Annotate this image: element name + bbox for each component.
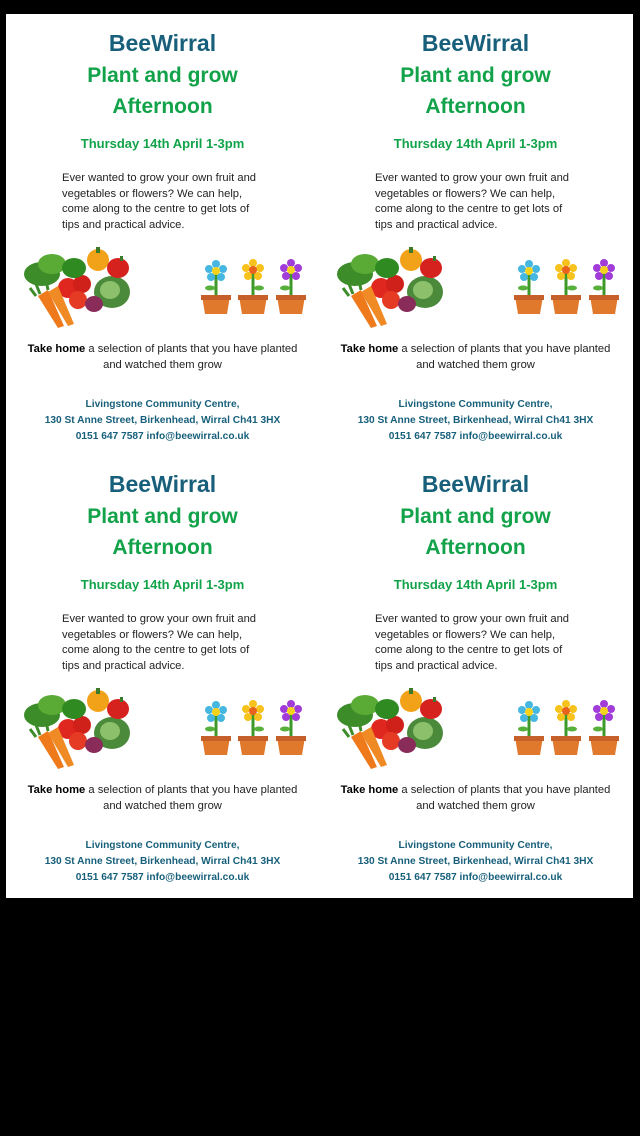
event-date: Thursday 14th April 1-3pm bbox=[393, 136, 558, 151]
contact-venue: Livingstone Community Centre, bbox=[85, 399, 240, 410]
takehome-bold: Take home bbox=[27, 343, 86, 355]
flyer-title: BeeWirral bbox=[421, 471, 530, 497]
contact-venue: Livingstone Community Centre, bbox=[398, 840, 553, 851]
takehome-rest: a selection of plants that you have planted and watched them grow bbox=[398, 784, 611, 812]
contact-venue: Livingstone Community Centre, bbox=[85, 840, 240, 851]
flyer-2 bbox=[319, 14, 632, 454]
takehome-bold: Take home bbox=[340, 784, 399, 796]
event-date: Thursday 14th April 1-3pm bbox=[80, 136, 245, 151]
flyer-1 bbox=[6, 14, 319, 454]
flower-pots-icon bbox=[196, 699, 308, 755]
flyer-subtitle-line2: Afternoon bbox=[425, 536, 526, 559]
flyer-title: BeeWirral bbox=[108, 30, 217, 56]
event-description: Ever wanted to grow your own fruit and vegetables or flowers? We can help, come along to the centre to get lots of tips and practical advice. bbox=[375, 172, 570, 231]
flower-pots-icon bbox=[509, 699, 621, 755]
takehome-text bbox=[26, 342, 299, 373]
flyer-subtitle-line2: Afternoon bbox=[112, 95, 213, 118]
contact-phone-email: 0151 647 7587 info@beewirral.co.uk bbox=[75, 872, 250, 883]
contact-address: 130 St Anne Street, Birkenhead, Wirral Ch41 3HX bbox=[357, 415, 594, 426]
flyer-title: BeeWirral bbox=[108, 471, 217, 497]
contact-address: 130 St Anne Street, Birkenhead, Wirral Ch41 3HX bbox=[357, 856, 594, 867]
contact-phone-email: 0151 647 7587 info@beewirral.co.uk bbox=[388, 872, 563, 883]
vegetables-basket-icon bbox=[20, 246, 138, 328]
event-description: Ever wanted to grow your own fruit and vegetables or flowers? We can help, come along to the centre to get lots of tips and practical advice. bbox=[62, 172, 257, 231]
flyer-subtitle-line1: Plant and grow bbox=[400, 64, 551, 87]
contact-address: 130 St Anne Street, Birkenhead, Wirral Ch41 3HX bbox=[44, 415, 281, 426]
flyer-title: BeeWirral bbox=[421, 30, 530, 56]
vegetables-basket-icon bbox=[333, 687, 451, 769]
vegetables-basket-icon bbox=[333, 246, 451, 328]
event-date: Thursday 14th April 1-3pm bbox=[80, 577, 245, 592]
flower-pots-icon bbox=[196, 258, 308, 314]
takehome-rest: a selection of plants that you have planted and watched them grow bbox=[85, 343, 298, 371]
flyer-subtitle-line1: Plant and grow bbox=[87, 64, 238, 87]
event-description: Ever wanted to grow your own fruit and vegetables or flowers? We can help, come along to the centre to get lots of tips and practical advice. bbox=[375, 613, 570, 672]
takehome-text bbox=[26, 783, 299, 814]
flyer-sheet bbox=[6, 14, 633, 898]
contact-venue: Livingstone Community Centre, bbox=[398, 399, 553, 410]
takehome-bold: Take home bbox=[340, 343, 399, 355]
takehome-text bbox=[339, 342, 612, 373]
takehome-rest: a selection of plants that you have planted and watched them grow bbox=[398, 343, 611, 371]
vegetables-basket-icon bbox=[20, 687, 138, 769]
contact-phone-email: 0151 647 7587 info@beewirral.co.uk bbox=[388, 431, 563, 442]
takehome-rest: a selection of plants that you have planted and watched them grow bbox=[85, 784, 298, 812]
flyer-3 bbox=[6, 455, 319, 895]
takehome-text bbox=[339, 783, 612, 814]
flyer-subtitle-line2: Afternoon bbox=[425, 95, 526, 118]
flyer-subtitle-line2: Afternoon bbox=[112, 536, 213, 559]
flyer-subtitle-line1: Plant and grow bbox=[400, 505, 551, 528]
event-description: Ever wanted to grow your own fruit and vegetables or flowers? We can help, come along to the centre to get lots of tips and practical advice. bbox=[62, 613, 257, 672]
event-date: Thursday 14th April 1-3pm bbox=[393, 577, 558, 592]
takehome-bold: Take home bbox=[27, 784, 86, 796]
flower-pots-icon bbox=[509, 258, 621, 314]
flyer-4 bbox=[319, 455, 632, 895]
contact-phone-email: 0151 647 7587 info@beewirral.co.uk bbox=[75, 431, 250, 442]
contact-address: 130 St Anne Street, Birkenhead, Wirral Ch41 3HX bbox=[44, 856, 281, 867]
flyer-subtitle-line1: Plant and grow bbox=[87, 505, 238, 528]
